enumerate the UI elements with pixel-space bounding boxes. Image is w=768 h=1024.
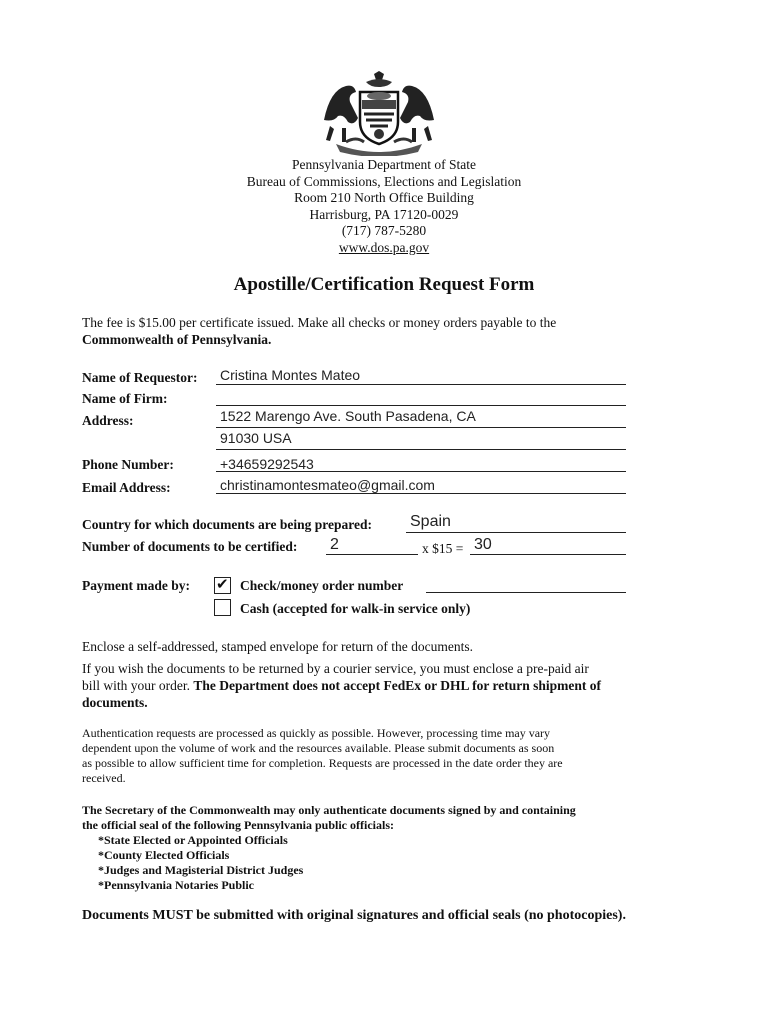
website-link[interactable]: www.dos.pa.gov — [338, 239, 430, 255]
email-label: Email Address: — [82, 480, 171, 495]
fee-text — [82, 314, 702, 348]
payment-label: Payment made by: — [82, 578, 190, 593]
address-line2-underline — [216, 449, 626, 450]
total-field[interactable]: 30 — [474, 536, 492, 553]
list-item: *Judges and Magisterial District Judges — [98, 863, 304, 877]
country-field[interactable]: Spain — [410, 513, 451, 530]
requestor-field[interactable]: Cristina Montes Mateo — [220, 367, 361, 383]
authentication-notice — [82, 726, 702, 786]
country-underline — [406, 532, 626, 533]
footer-notice: Documents MUST be submitted with original signatures and official seals (no photocopies). — [82, 908, 626, 923]
email-field[interactable]: christinamontesmateo@gmail.com — [220, 477, 435, 493]
requestor-underline — [216, 384, 626, 385]
address-label: Address: — [82, 413, 134, 428]
envelope-instruction: Enclose a self-addressed, stamped envelope for return of the documents. — [82, 639, 473, 654]
secretary-notice — [82, 803, 702, 893]
address-line2-field[interactable]: 91030 USA — [220, 430, 292, 446]
doc-count-label: Number of documents to be certified: — [82, 539, 298, 554]
list-item: *State Elected or Appointed Officials — [98, 833, 288, 847]
check-checkbox[interactable] — [214, 577, 231, 594]
secretary-line: the official seal of the following Pennsylvania public officials: — [82, 818, 394, 832]
doc-count-underline — [326, 554, 418, 555]
courier-instruction — [82, 660, 702, 711]
auth-line: as possible to allow sufficient time for completion. Requests are processed in the date order they are — [82, 756, 563, 770]
cash-option-label: Cash (accepted for walk-in service only) — [240, 601, 471, 616]
secretary-line: The Secretary of the Commonwealth may only authenticate documents signed by and containing — [82, 803, 576, 817]
list-item: *Pennsylvania Notaries Public — [98, 878, 255, 892]
firm-label: Name of Firm: — [82, 391, 168, 406]
check-mark-icon: ✔ — [216, 575, 229, 593]
header-line: Room 210 North Office Building — [294, 190, 474, 205]
requestor-label: Name of Requestor: — [82, 370, 198, 385]
country-label: Country for which documents are being prepared: — [82, 517, 373, 532]
agency-header — [0, 157, 768, 256]
pennsylvania-coat-of-arms-icon — [316, 70, 442, 156]
header-line: Bureau of Commissions, Elections and Legislation — [246, 173, 522, 189]
phone-label: Phone Number: — [82, 457, 174, 472]
auth-line: received. — [82, 771, 126, 785]
address-line1-field[interactable]: 1522 Marengo Ave. South Pasadena, CA — [220, 408, 476, 424]
fee-line: The fee is $15.00 per certificate issued. Make all checks or money orders payable to the — [82, 315, 557, 330]
header-line: (717) 787-5280 — [341, 223, 427, 238]
courier-line: documents. — [82, 695, 148, 710]
address-line1-underline — [216, 427, 626, 428]
doc-count-field[interactable]: 2 — [330, 536, 339, 553]
fee-multiplier: x $15 = — [422, 541, 464, 556]
form-title: Apostille/Certification Request Form — [233, 274, 535, 295]
courier-line: If you wish the documents to be returned by a courier service, you must enclose a pre-paid air — [82, 661, 589, 676]
auth-line: dependent upon the volume of work and the resources available. Please submit documents as soon — [82, 741, 555, 755]
courier-warning: The Department does not accept FedEx or DHL for return shipment of — [193, 678, 601, 693]
cash-checkbox[interactable] — [214, 599, 231, 616]
check-number-field[interactable] — [426, 592, 626, 593]
header-line: Harrisburg, PA 17120-0029 — [309, 206, 459, 222]
email-underline — [216, 493, 626, 494]
courier-line: bill with your order. — [82, 678, 190, 693]
officials-list — [82, 833, 702, 893]
list-item: *County Elected Officials — [98, 848, 230, 862]
check-option-label: Check/money order number — [240, 578, 404, 593]
firm-underline — [216, 405, 626, 406]
phone-field[interactable]: +34659292543 — [220, 456, 314, 472]
header-line: Pennsylvania Department of State — [291, 157, 477, 172]
fee-payee: Commonwealth of Pennsylvania. — [82, 332, 272, 347]
auth-line: Authentication requests are processed as quickly as possible. However, processing time may vary — [82, 726, 551, 740]
phone-underline — [216, 471, 626, 472]
total-underline — [470, 554, 626, 555]
